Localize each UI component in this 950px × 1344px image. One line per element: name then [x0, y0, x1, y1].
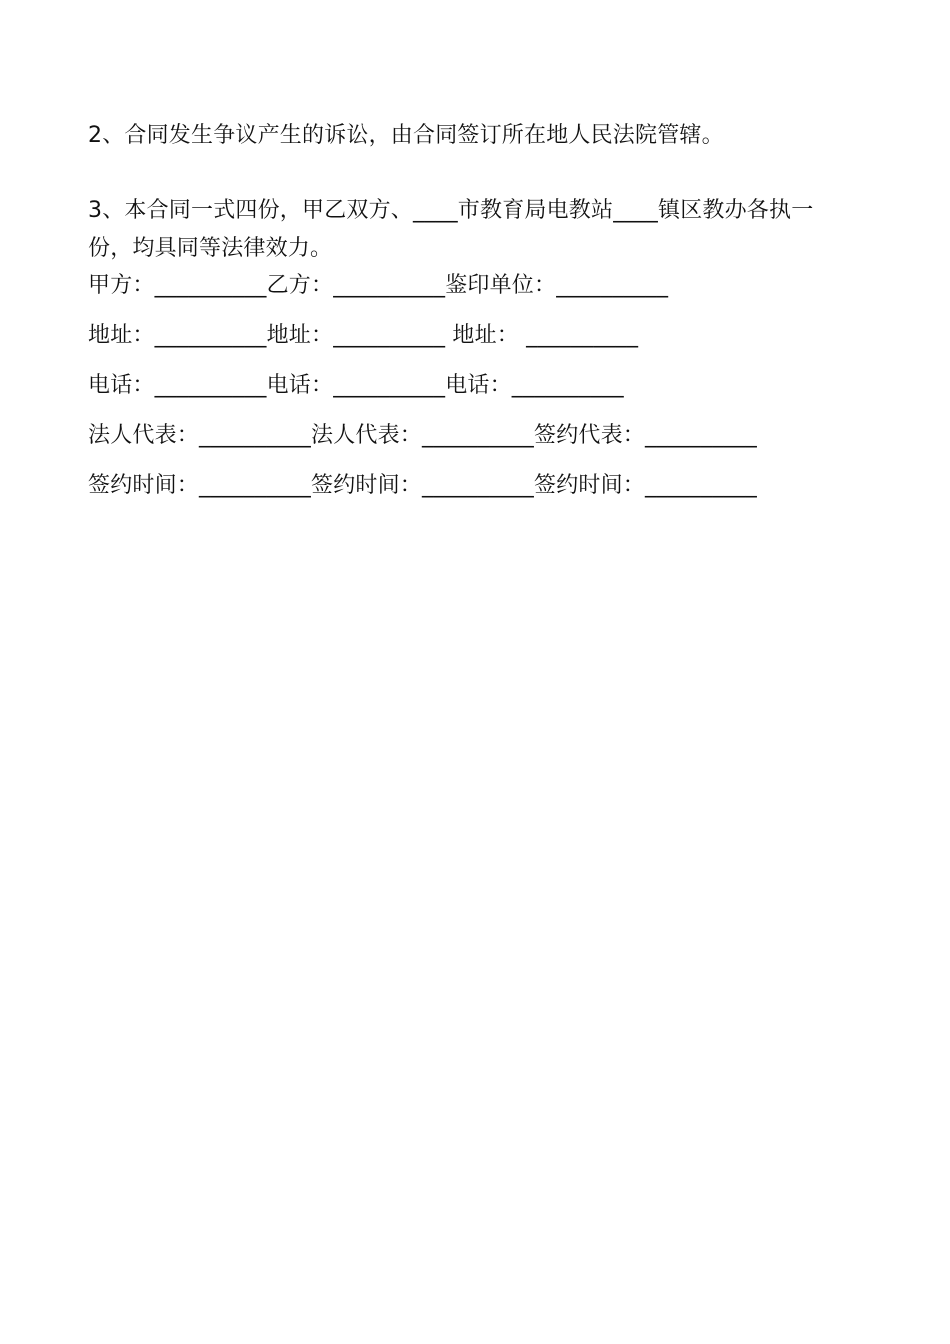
clause-3-text-line-1: 3、本合同一式四份，甲乙双方、____市教育局电教站____镇区教办各执一: [88, 198, 814, 223]
signature-legal-rep-row: 法人代表：__________法人代表：__________签约代表：__________: [88, 423, 758, 448]
clause-3-text-line-2: 份，均具同等法律效力。: [88, 236, 333, 261]
signature-address-row: 地址：__________地址：__________ 地址： __________: [88, 323, 639, 348]
signature-date-row: 签约时间：__________签约时间：__________签约时间：__________: [88, 473, 758, 498]
signature-phone-row: 电话：__________电话：__________电话：__________: [88, 373, 624, 398]
signature-party-row: 甲方：__________乙方：__________鉴印单位：__________: [88, 273, 669, 298]
clause-2-text: 2、合同发生争议产生的诉讼，由合同签订所在地人民法院管辖。: [88, 123, 724, 148]
